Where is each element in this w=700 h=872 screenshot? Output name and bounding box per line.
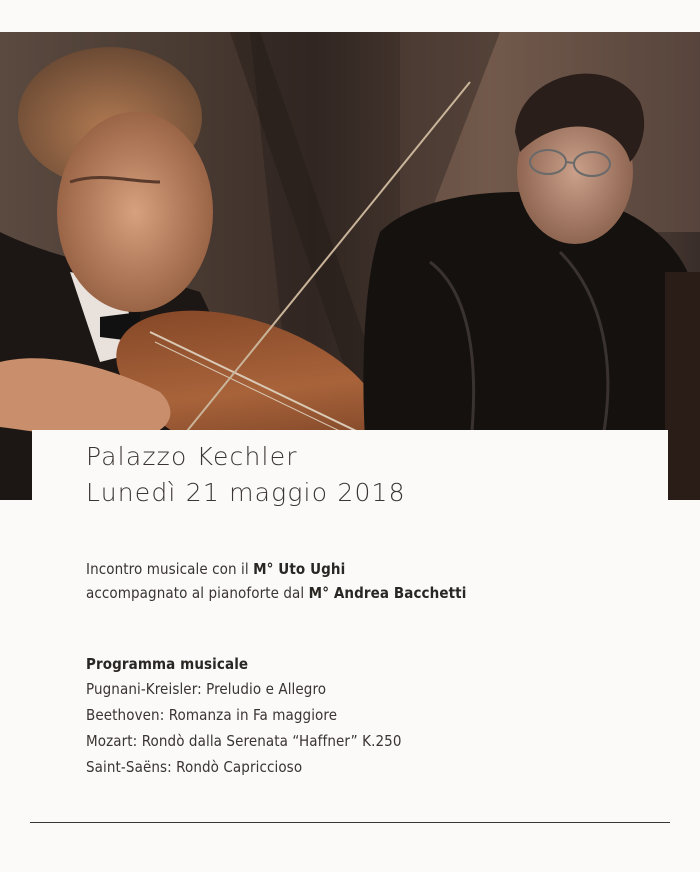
- intro-line-1: [86, 560, 345, 578]
- program-heading: Programma musicale: [86, 655, 249, 673]
- intro-text: accompagnato al pianoforte dal: [86, 584, 309, 602]
- venue-title: Palazzo Kechler: [86, 442, 298, 471]
- intro-text: Incontro musicale con il: [86, 560, 254, 578]
- intro-line-2: [86, 584, 466, 602]
- divider: [30, 822, 670, 823]
- program-item: Pugnani-Kreisler: Preludio e Allegro: [86, 680, 327, 698]
- violinist-name: M° Uto Ughi: [253, 560, 346, 578]
- event-date: Lunedì 21 maggio 2018: [86, 478, 406, 507]
- program-item: Saint-Saëns: Rondò Capriccioso: [86, 758, 303, 776]
- pianist-name: M° Andrea Bacchetti: [308, 584, 467, 602]
- program-item: Beethoven: Romanza in Fa maggiore: [86, 706, 338, 724]
- program-item: Mozart: Rondò dalla Serenata “Haffner” K.250: [86, 732, 402, 750]
